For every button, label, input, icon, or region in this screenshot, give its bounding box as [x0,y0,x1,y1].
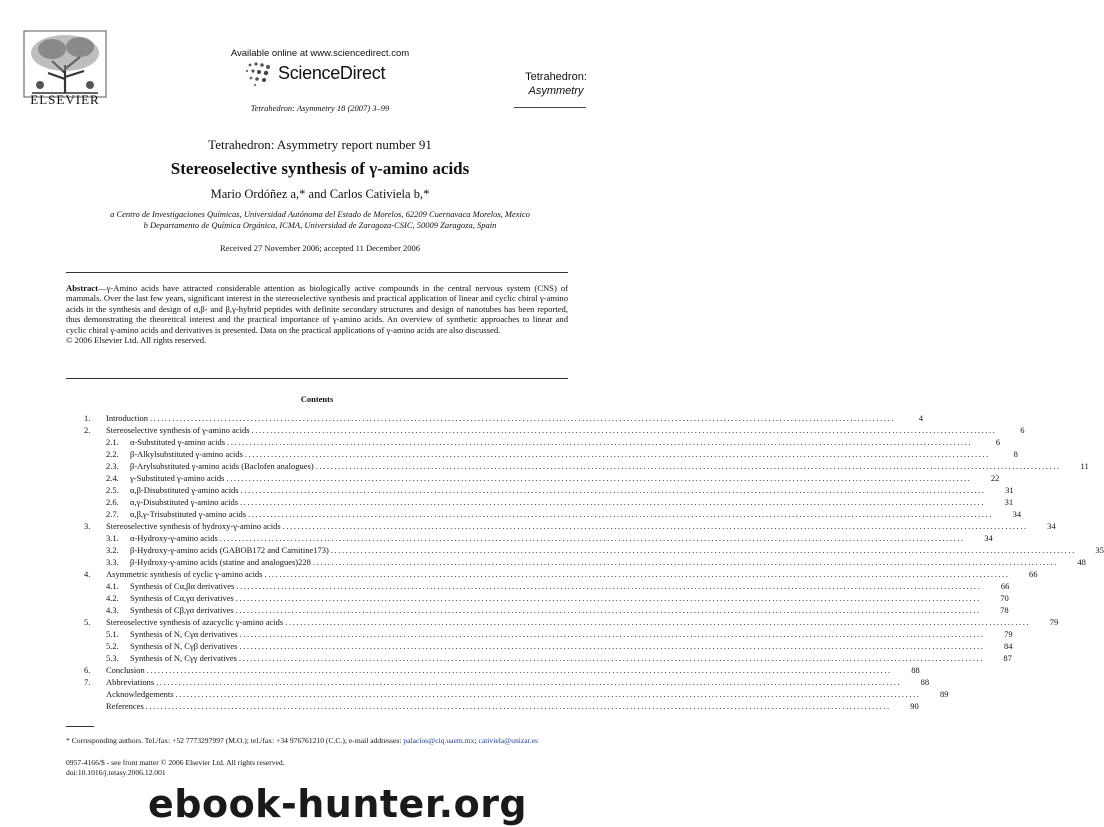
sciencedirect-dots-icon [244,61,274,87]
toc-label: Synthesis of Cα,βα derivatives [130,581,235,591]
toc-row[interactable] [84,424,1025,436]
toc-leader-dots: ........................................................................................................................................................................................................ [312,557,1058,567]
toc-leader-dots: ........................................................................................................................................................................................................ [239,641,985,651]
toc-row[interactable] [84,652,1012,664]
toc-row[interactable] [84,520,1056,532]
footnote-text: * Corresponding authors. Tel./fax: +52 7773297997 (M.O.); tel./fax: +34 976761210 (C.C.); e-mail addresses: [66,736,404,745]
toc-row[interactable] [84,532,993,544]
toc-page-number: 79 [1004,629,1013,639]
toc-label: α,γ-Disubstituted γ-amino acids [130,497,239,507]
toc-label: Introduction [106,413,149,423]
toc-leader-dots: ........................................................................................................................................................................................................ [240,485,986,495]
toc-label: References [106,701,144,711]
toc-number: 4.3. [106,605,119,615]
toc-number: 2.6. [106,497,119,507]
toc-label: Synthesis of N, Cγα derivatives [130,629,238,639]
toc-row[interactable] [84,700,919,712]
toc-row[interactable] [84,592,1009,604]
toc-page-number: 66 [1028,569,1038,579]
toc-page-number: 66 [1000,581,1010,591]
toc-page-number: 78 [1000,605,1009,615]
toc-page-number: 35 [1095,545,1104,555]
toc-label: α,β-Disubstituted γ-amino acids [130,485,239,495]
toc-page-number: 89 [940,689,949,699]
toc-page-number: 48 [1077,557,1086,567]
toc-row[interactable] [84,412,924,424]
toc-number: 3.1. [106,533,119,543]
toc-leader-dots: ........................................................................................................................................................................................................ [282,521,1028,531]
toc-number: 2.5. [106,485,119,495]
toc-leader-dots: ........................................................................................................................................................................................................ [145,701,891,711]
abstract-copyright: © 2006 Elsevier Ltd. All rights reserved. [66,335,207,346]
doi-line[interactable]: doi:10.1016/j.tetasy.2006.12.001 [66,767,166,777]
toc-number: 2.4. [106,473,119,483]
toc-number: 2.2. [106,449,119,459]
publisher-name: ELSEVIER [30,92,100,107]
toc-label: Stereoselective synthesis of azacyclic γ-amino acids [106,617,284,627]
toc-number: 2. [84,425,91,435]
toc-leader-dots: ........................................................................................................................................................................................................ [264,569,1010,579]
toc-number: 3.2. [106,545,119,555]
toc-number: 3.3. [106,557,119,567]
journal-citation-text: Tetrahedron: Asymmetry 18 (2007) 3–99 [250,103,390,113]
toc-row[interactable] [84,580,1010,592]
toc-page-number: 22 [990,473,1000,483]
table-of-contents [84,412,1104,712]
abstract-text: —γ-Amino acids have attracted considerable attention as biologically active compounds in the central nervous system (CNS) of mammals. Over the last few years, significant interest in the stereoselective synthesis and practical application of linear and cyclic chiral γ-amino acids in the synthesis and design of α,β- and β,γ-hybrid peptides with definite secondary structures and design of nanotubes has been reported, thus demonstrating the theoretical interest and the practical importance of γ-amino acids. An overview of synthetic approaches to linear and cyclic chiral γ-amino acids and derivatives is presented. Data on the practical applications of γ-amino acids are also discussed. [66,283,568,335]
email-link-1[interactable]: palacios@ciq.uaem.mx [403,736,475,745]
toc-label: Asymmetric synthesis of cyclic γ-amino acids [106,569,263,579]
toc-label: α-Substituted γ-amino acids [130,437,226,447]
toc-row[interactable] [84,640,1013,652]
toc-row[interactable] [84,616,1059,628]
toc-page-number: 90 [910,701,919,711]
article-title: Stereoselective synthesis of γ-amino acids [170,159,470,178]
toc-row[interactable] [84,604,1009,616]
toc-label: β-Hydroxy-γ-amino acids (GABOB172 and Carnitine173) [130,545,329,555]
toc-leader-dots: ........................................................................................................................................................................................................ [251,425,997,435]
toc-number: 4. [84,569,91,579]
email-link-2[interactable]: cativiela@unizar.es [478,736,538,745]
toc-label: Acknowledgements [106,689,174,699]
toc-number: 5. [84,617,91,627]
toc-page-number: 34 [1047,521,1056,531]
toc-leader-dots: ........................................................................................................................................................................................................ [248,509,994,519]
toc-number: 6. [84,665,91,675]
toc-label: β-Hydroxy-γ-amino acids (statine and analogues)228 [130,557,311,567]
toc-label: β-Alkylsubstituted γ-amino acids [130,449,243,459]
toc-leader-dots: ........................................................................................................................................................................................................ [238,653,984,663]
toc-row[interactable] [84,448,1018,460]
toc-row[interactable] [84,544,1104,556]
toc-page-number: 8 [1013,449,1018,459]
toc-page-number: 11 [1080,461,1089,471]
toc-page-number: 34 [984,533,993,543]
toc-row[interactable] [84,484,1014,496]
toc-row[interactable] [84,436,1001,448]
affiliations [40,209,600,231]
toc-number: 5.2. [106,641,119,651]
toc-number: 3. [84,521,91,531]
toc-label: Synthesis of N, Cγγ derivatives [130,653,237,663]
toc-page-number: 6 [995,437,1001,447]
sciencedirect-name: ScienceDirect [278,63,386,83]
toc-label: Stereoselective synthesis of hydroxy-γ-amino acids [106,521,281,531]
toc-page-number: 4 [918,413,924,423]
toc-row[interactable] [84,556,1086,568]
toc-number: 4.2. [106,593,119,603]
toc-label: Synthesis of N, Cγβ derivatives [130,641,238,651]
issn-line: 0957-4166/$ - see front matter © 2006 Elsevier Ltd. All rights reserved. [66,758,285,767]
toc-page-number: 31 [1004,497,1014,507]
toc-label: β-Arylsubstituted γ-amino acids (Baclofen analogues) [130,461,314,471]
toc-row[interactable] [84,664,920,676]
abstract [66,283,568,345]
toc-label: γ-Substituted γ-amino acids [130,473,225,483]
toc-number: 7. [84,677,91,687]
journal-brand [500,70,612,98]
abstract-bottom-rule [66,378,568,379]
toc-leader-dots: ........................................................................................................................................................................................................ [150,413,896,423]
toc-leader-dots: ........................................................................................................................................................................................................ [219,533,965,543]
toc-page-number: 79 [1049,617,1059,627]
toc-page-number: 6 [1020,425,1025,435]
toc-row[interactable] [84,628,1013,640]
toc-number: 2.1. [106,437,119,447]
toc-row[interactable] [84,676,930,688]
affiliation-a: a Centro de Investigaciones Químicas, Universidad Autónoma del Estado de Morelos, 62209 Cuernavaca Morelos, Mexico [110,209,530,219]
toc-leader-dots: ........................................................................................................................................................................................................ [235,593,981,603]
toc-number: 2.3. [106,461,119,471]
journal-divider [514,107,586,108]
toc-leader-dots: ........................................................................................................................................................................................................ [330,545,1076,555]
toc-row[interactable] [84,508,1022,520]
abstract-top-rule [66,272,568,273]
toc-label: Abbreviations [106,677,155,687]
toc-leader-dots: ........................................................................................................................................................................................................ [235,605,981,615]
toc-label: α,β,γ-Trisubstituted γ-amino acids [130,509,247,519]
affiliation-b: b Departamento de Química Orgánica, ICMA, Universidad de Zaragoza-CSIC, 50009 Zaragoza, Spain [143,220,497,230]
email-separator: ; [474,736,479,745]
toc-page-number: 31 [1005,485,1014,495]
authors: Mario Ordóñez a,* and Carlos Cativiela b,* [210,187,430,201]
toc-leader-dots: ........................................................................................................................................................................................................ [146,665,892,675]
toc-leader-dots: ........................................................................................................................................................................................................ [315,461,1061,471]
toc-leader-dots: ........................................................................................................................................................................................................ [175,689,921,699]
toc-leader-dots: ........................................................................................................................................................................................................ [156,677,902,687]
footnote-rule [66,726,94,727]
toc-label: Stereoselective synthesis of γ-amino acids [106,425,250,435]
toc-label: Synthesis of Cα,γα derivatives [130,593,234,603]
toc-number: 4.1. [106,581,119,591]
corresponding-footnote [66,736,626,745]
toc-row[interactable] [84,568,1038,580]
watermark: ebook-hunter.org [148,782,528,826]
toc-row[interactable] [84,460,1089,472]
toc-page-number: 34 [1012,509,1022,519]
toc-leader-dots: ........................................................................................................................................................................................................ [244,449,990,459]
toc-leader-dots: ........................................................................................................................................................................................................ [239,629,985,639]
toc-label: Synthesis of Cβ,γα derivatives [130,605,234,615]
issn-doi [66,758,285,777]
toc-leader-dots: ........................................................................................................................................................................................................ [285,617,1031,627]
toc-row[interactable] [84,496,1014,508]
contents-title: Contents [300,394,334,404]
abstract-label: Abstract [66,283,98,293]
toc-leader-dots: ........................................................................................................................................................................................................ [227,437,973,447]
received-dates: Received 27 November 2006; accepted 11 December 2006 [219,243,421,253]
toc-number: 2.7. [106,509,119,519]
toc-row[interactable] [84,688,949,700]
journal-name-line1: Tetrahedron: [525,71,587,83]
report-line: Tetrahedron: Asymmetry report number 91 [208,137,432,152]
toc-row[interactable] [84,472,1000,484]
toc-number: 5.3. [106,653,119,663]
toc-leader-dots: ........................................................................................................................................................................................................ [236,581,982,591]
toc-page-number: 70 [1000,593,1009,603]
toc-page-number: 88 [920,677,930,687]
toc-page-number: 87 [1003,653,1012,663]
toc-number: 5.1. [106,629,119,639]
journal-name-line2: Asymmetry [528,85,584,97]
toc-page-number: 84 [1003,641,1013,651]
toc-label: Conclusion [106,665,145,675]
available-online[interactable]: Available online at www.sciencedirect.com [230,48,410,59]
journal-citation [150,103,490,113]
toc-leader-dots: ........................................................................................................................................................................................................ [226,473,972,483]
toc-number: 1. [84,413,91,423]
toc-page-number: 88 [911,665,920,675]
toc-label: α-Hydroxy-γ-amino acids [130,533,218,543]
toc-leader-dots: ........................................................................................................................................................................................................ [240,497,986,507]
